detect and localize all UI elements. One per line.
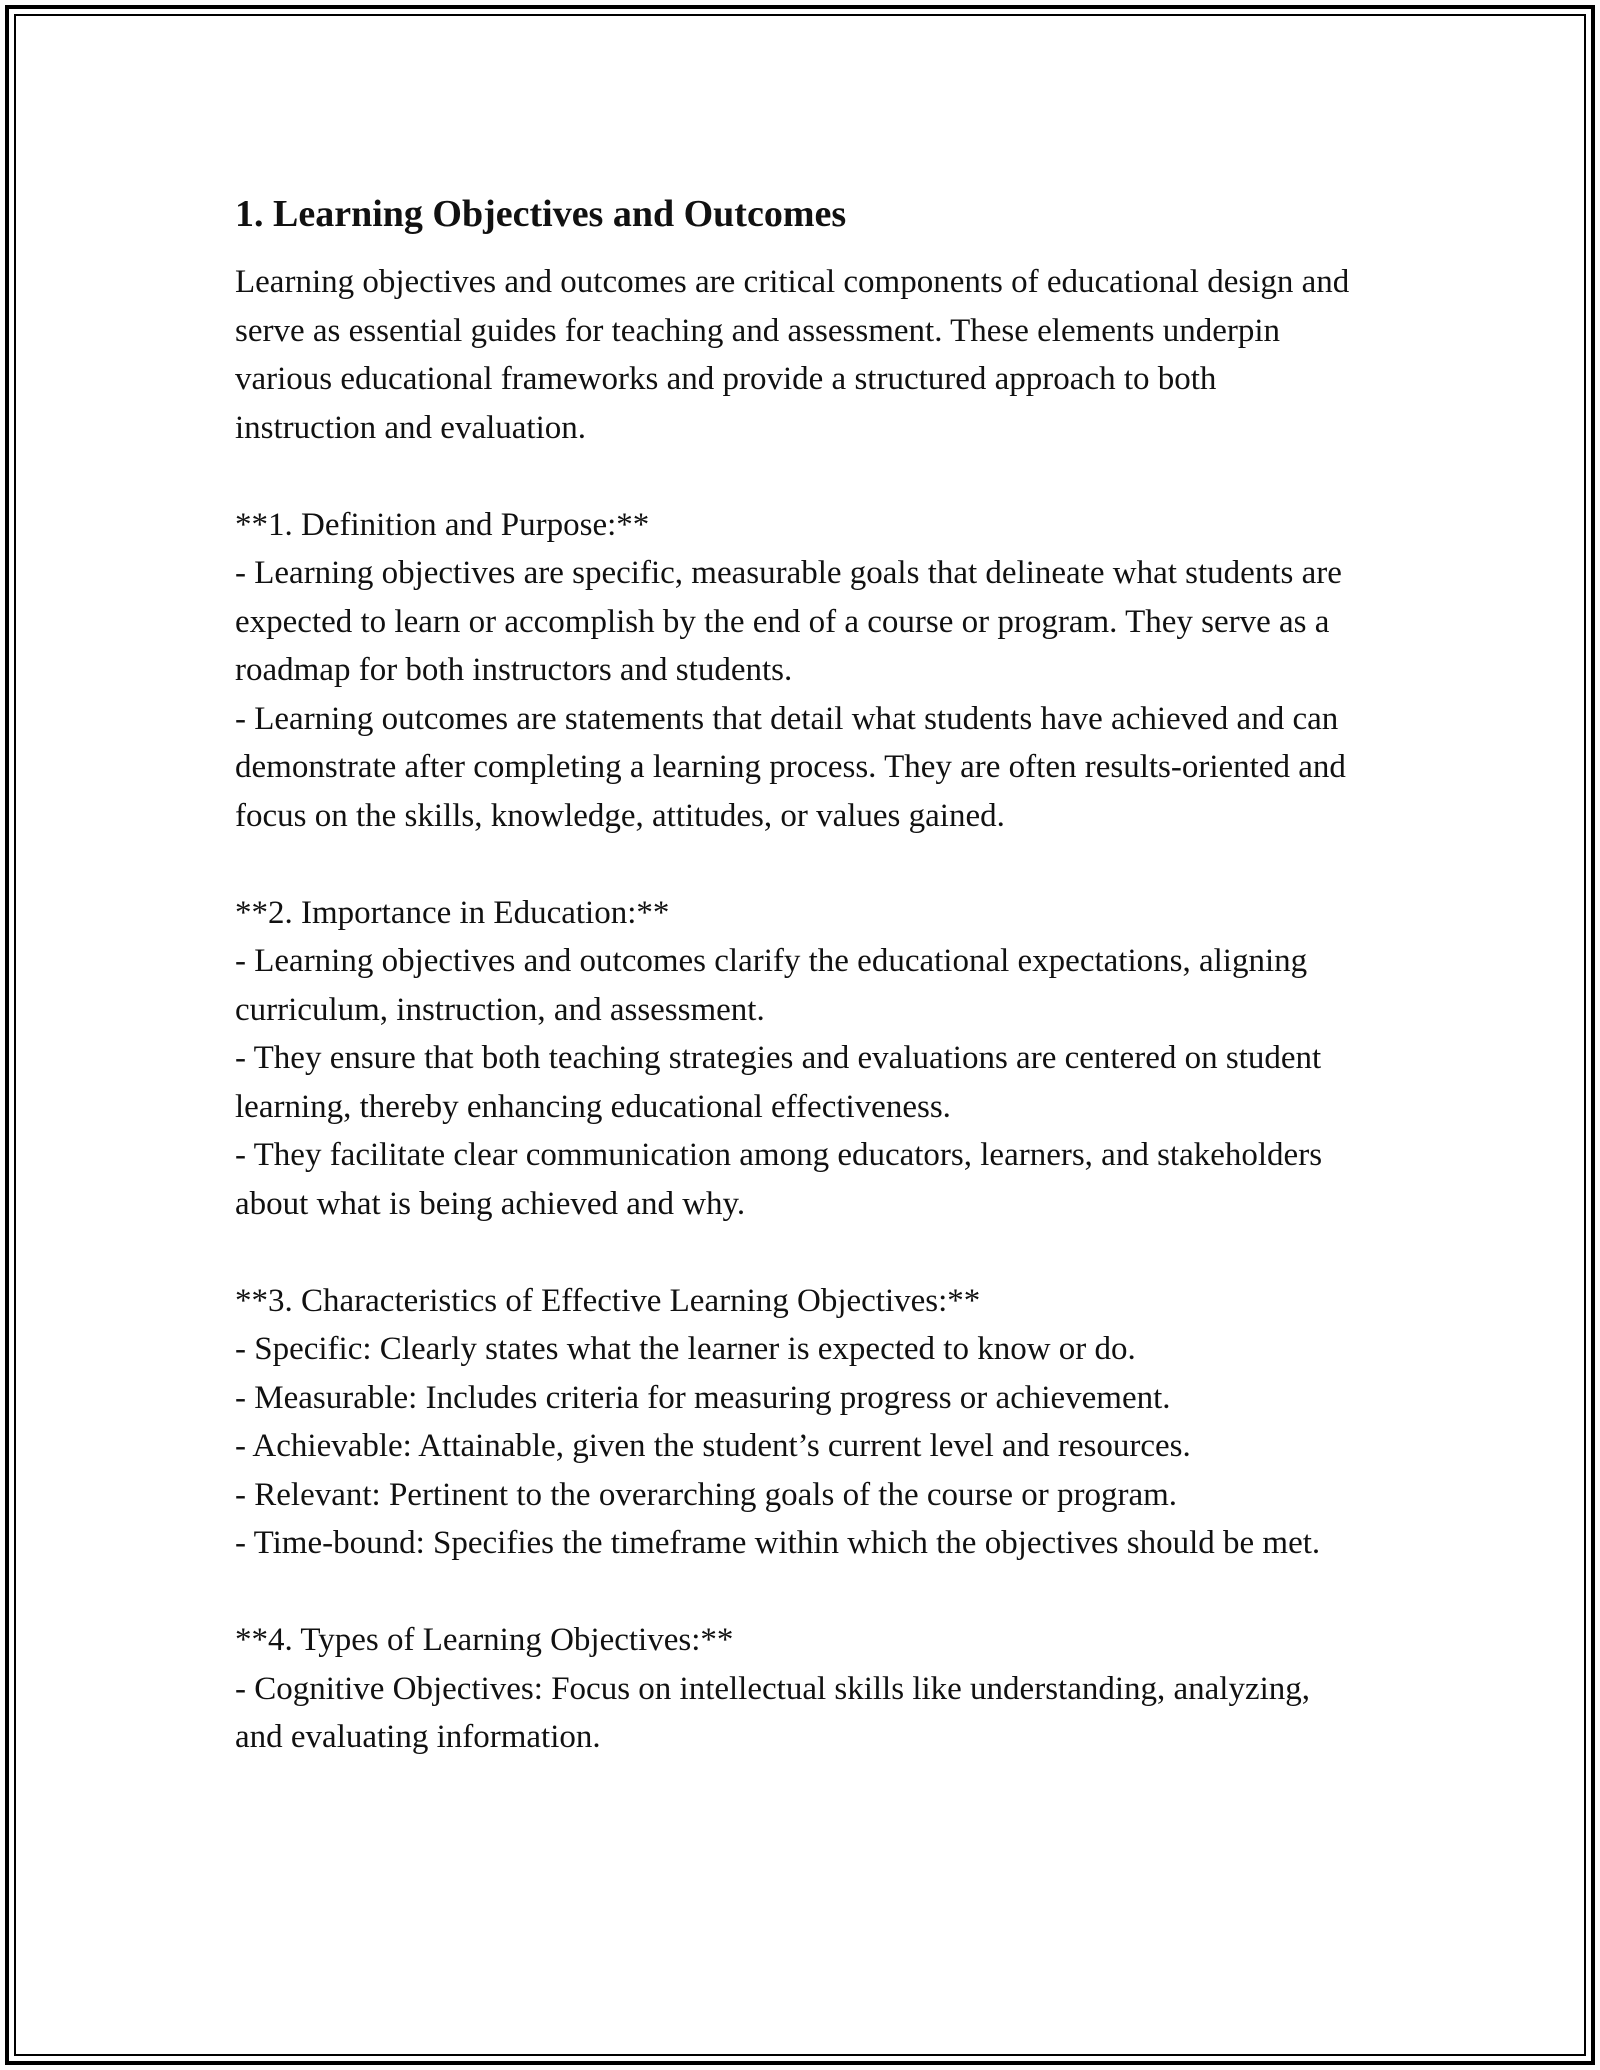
list-item: - They facilitate clear communication among educators, learners, and stakeholders about what is being achieved and why. [235,1137,1323,1222]
list-item: - Learning outcomes are statements that detail what students have achieved and can demonstrate after completing a learning process. They are often results-oriented and focus on the skills, knowledge, attitudes, or values gained. [235,700,1346,834]
intro-paragraph: Learning objectives and outcomes are critical components of educational design and serve as essential guides for teaching and assessment. These elements underpin various educational frameworks and provide a structured approach to both instruction and evaluation. [235,264,1350,446]
document-body [235,188,1365,1762]
list-item: - They ensure that both teaching strategies and evaluations are centered on student learning, thereby enhancing educational effectiveness. [235,1040,1322,1125]
list-item: - Learning objectives and outcomes clarify the educational expectations, aligning curriculum, instruction, and assessment. [235,943,1308,1028]
section-heading: **1. Definition and Purpose:** [235,506,650,543]
list-item: - Time-bound: Specifies the timeframe within which the objectives should be met. [235,1525,1321,1561]
section-heading: **4. Types of Learning Objectives:** [235,1622,734,1658]
section-characteristics-of-effective-objectives [235,1277,1365,1568]
list-item: - Measurable: Includes criteria for measuring progress or achievement. [235,1379,1171,1416]
list-item: - Specific: Clearly states what the learner is expected to know or do. [235,1331,1136,1367]
section-heading: **2. Importance in Education:** [235,894,670,931]
list-item: - Relevant: Pertinent to the overarching goals of the course or program. [235,1476,1178,1513]
section-types-of-learning-objectives [235,1616,1365,1762]
list-item: - Learning objectives are specific, measurable goals that delineate what students are expected to learn or accomplish by the end of a course or program. They serve as a roadmap for both instructors and students. [235,555,1342,688]
document-title: 1. Learning Objectives and Outcomes [235,193,847,235]
list-item: - Cognitive Objectives: Focus on intellectual skills like understanding, analyzing, and evaluating information. [235,1670,1311,1755]
section-heading: **3. Characteristics of Effective Learning Objectives:** [235,1282,981,1319]
list-item: - Achievable: Attainable, given the student’s current level and resources. [235,1428,1191,1464]
section-definition-and-purpose [235,501,1365,841]
section-importance-in-education [235,889,1365,1229]
